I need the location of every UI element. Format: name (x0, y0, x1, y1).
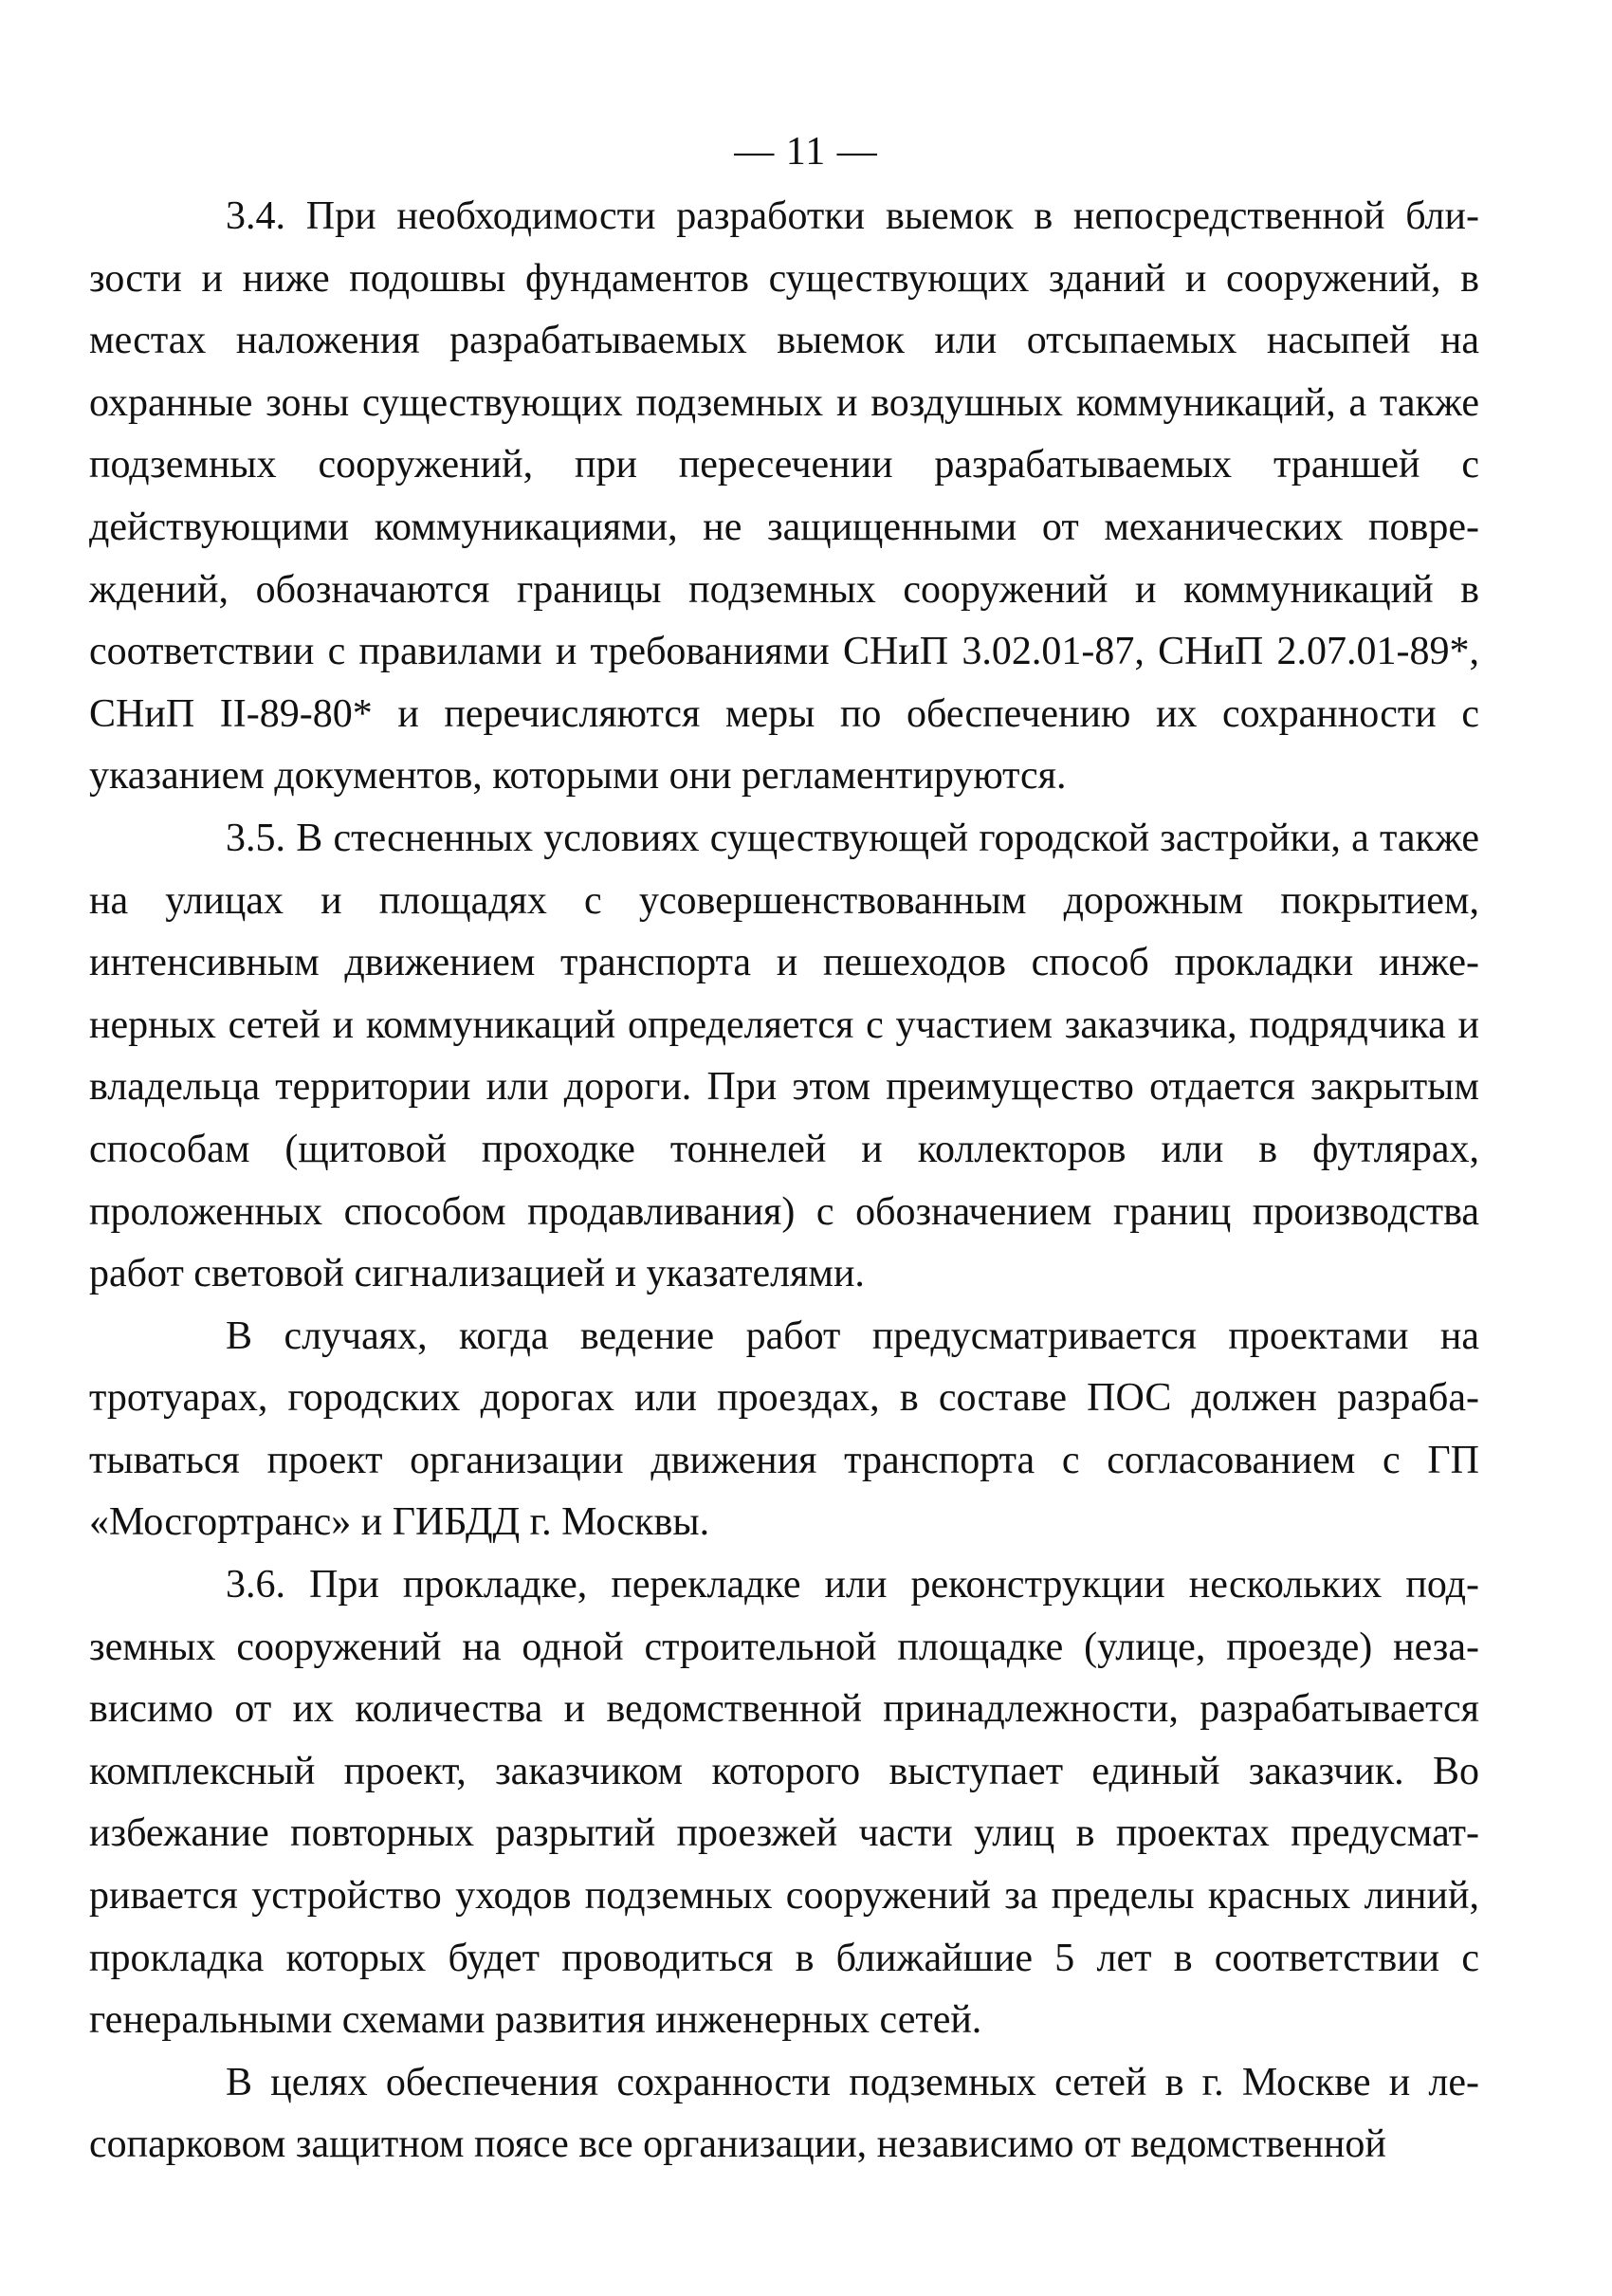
paragraph-network-safety: В целях обеспечения сохранности подземных сетей в г. Москве и лесопарковом защитном поясе все организации, независимо от ведомственной (89, 2060, 1479, 2167)
paragraph-3-5: 3.5. В стесненных условиях существующей городской застройки, а также на улицах и площадях с усовершенствованным дорожным покрытием, интенсивным движением транспорта и пешеходов способ прокладки инженерных сетей и коммуникаций определяется с участием заказчика, подрядчика и владельца территории или дороги. При этом преимущество отдается закрытым способам (щитовой проходке тоннелей и коллекторов или в футлярах, проложенных способом продавливания) с обозначением границ производства работ световой сигнализацией и указателями. (89, 816, 1479, 1296)
body-text (89, 186, 1479, 2177)
paragraph-3-6: 3.6. При прокладке, перекладке или реконструкции нескольких подземных сооружений на одной строительной площадке (улице, проезде) независимо от их количества и ведомственной принадлежности, разрабатывается комплексный проект, заказчиком которого выступает единый заказчик. Во избежание повторных разрытий проезжей части улиц в проектах предусматривается устройство уходов подземных сооружений за пределы красных линий, прокладка которых будет проводиться в ближайшие 5 лет в соответствии с генеральными схемами развития инженерных сетей. (89, 1563, 1479, 2043)
paragraph-traffic-organization: В случаях, когда ведение работ предусматривается проектами на тротуарах, городских дорогах или проездах, в составе ПОС должен разрабатываться проект организации движения транспорта с согласованием с ГП «Мосгортранс» и ГИБДД г. Москвы. (89, 1313, 1479, 1545)
page-number: — 11 — (734, 130, 878, 174)
paragraph-3-4: 3.4. При необходимости разработки выемок в непосредственной близости и ниже подошвы фундаментов существующих зданий и сооружений, в местах наложения разрабатываемых выемок или отсыпаемых насыпей на охранные зоны существующих подземных и воздушных коммуникаций, а также подземных сооружений, при пересечении разрабатываемых траншей с действующими коммуникациями, не защищенными от механических повреждений, обозначаются границы подземных сооружений и коммуникаций в соответствии с правилами и требованиями СНиП 3.02.01-87, СНиП 2.07.01-89*, СНиП II-89-80* и перечисляются меры по обеспечению их сохранности с указанием документов, которыми они регламентируются. (89, 194, 1479, 799)
